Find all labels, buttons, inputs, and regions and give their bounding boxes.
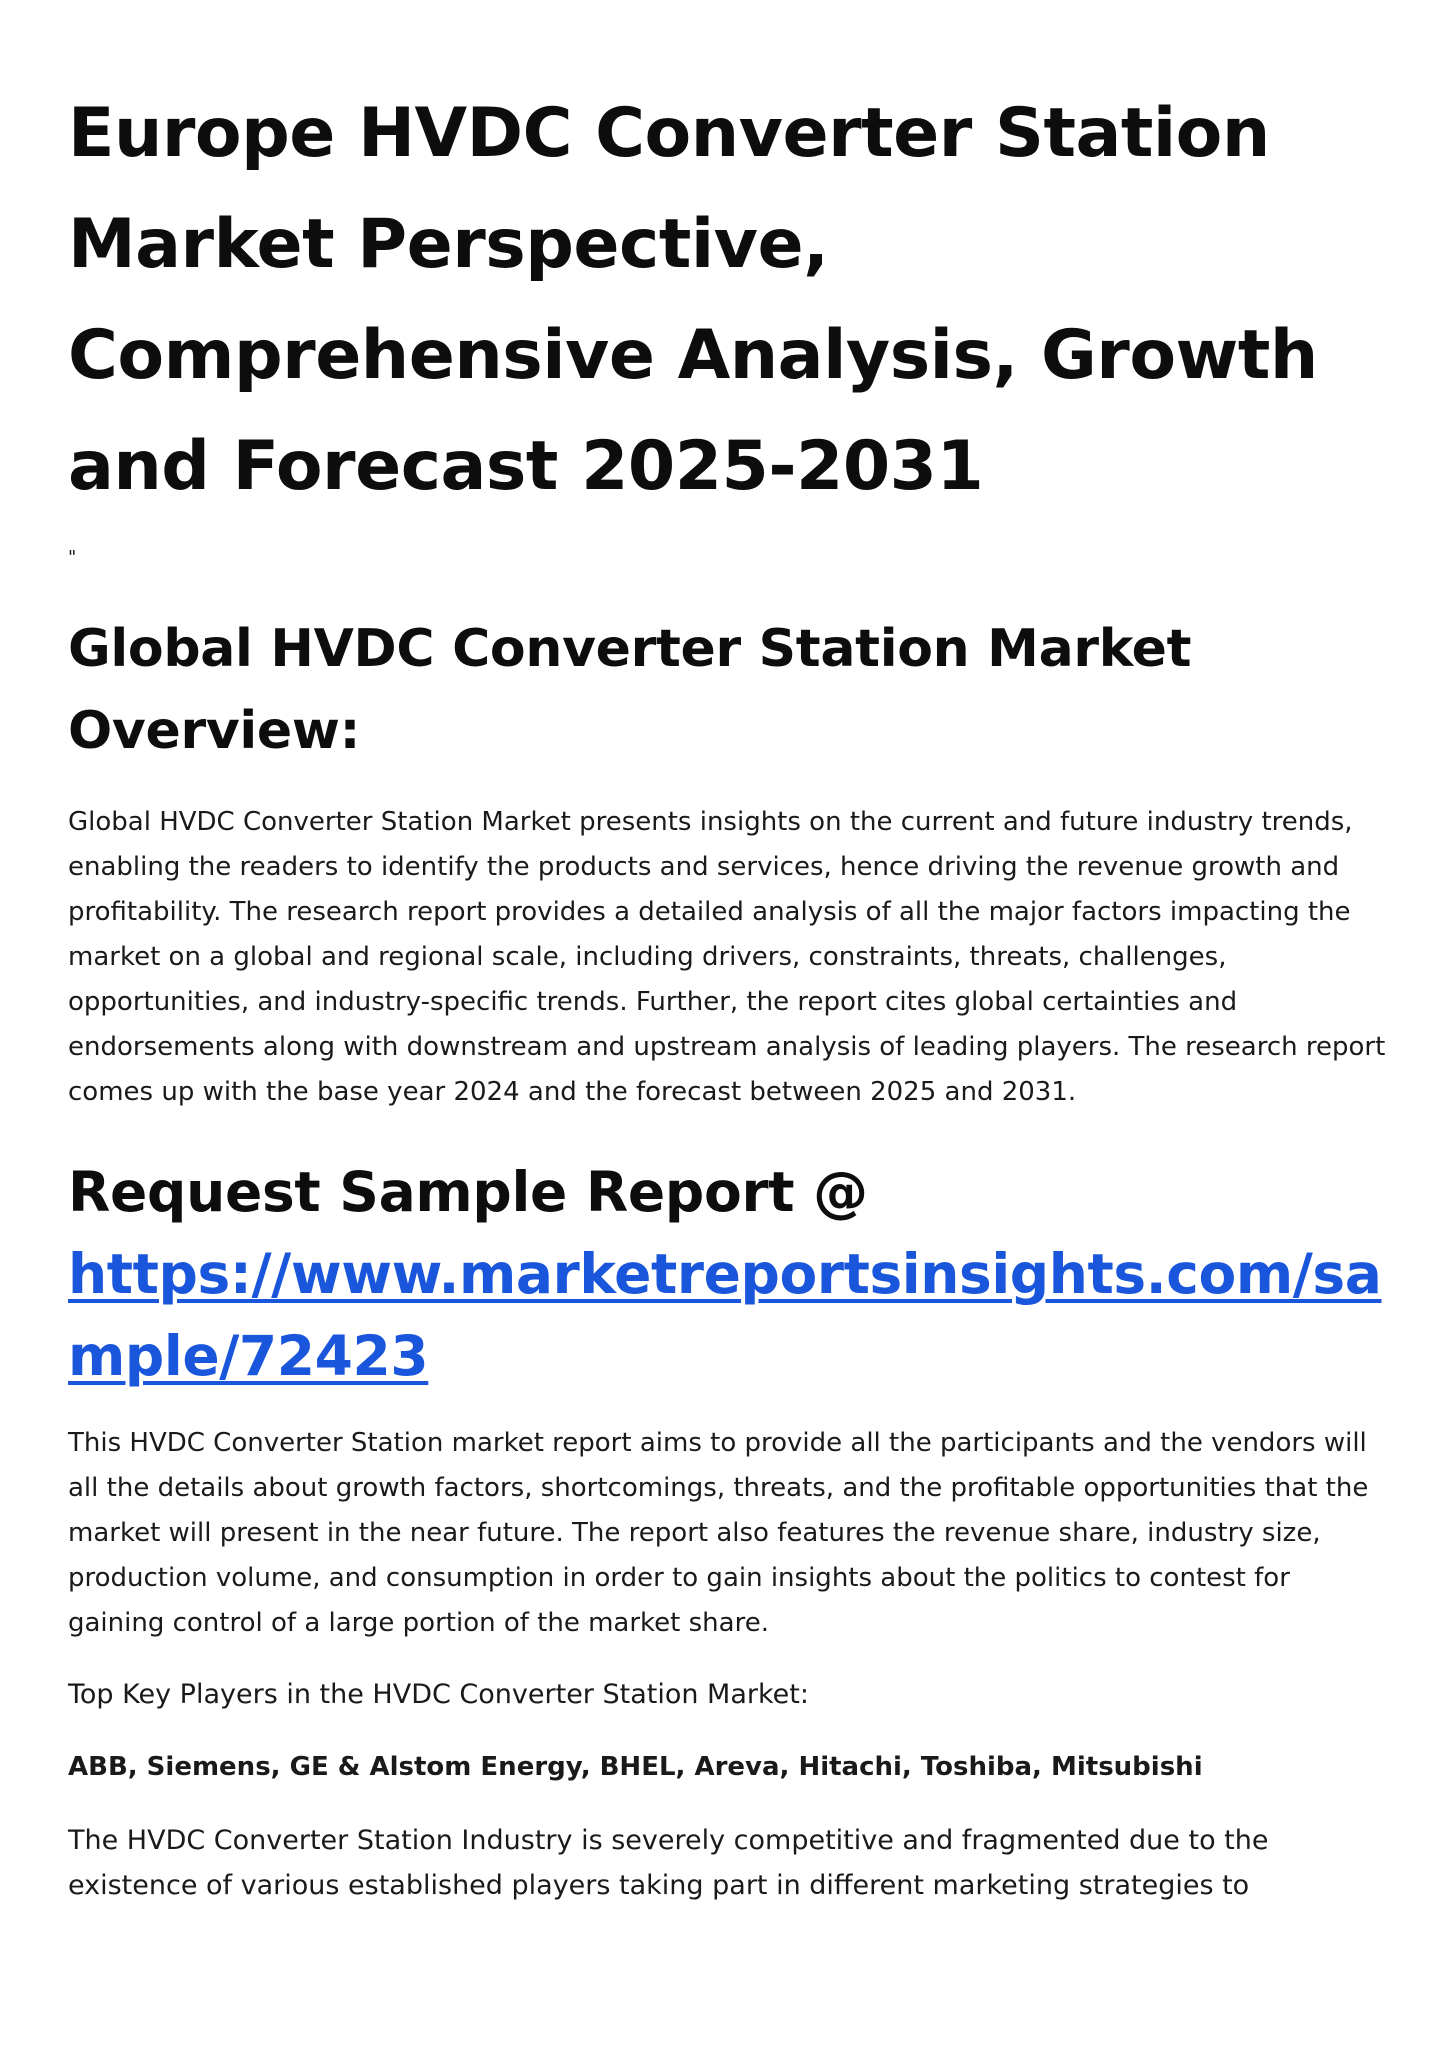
document-page — [68, 78, 1398, 1908]
key-players-list: ABB, Siemens, GE & Alstom Energy, BHEL, Areva, Hitachi, Toshiba, Mitsubishi — [68, 1752, 1203, 1782]
stray-quote-mark: " — [68, 547, 77, 568]
request-sample-heading — [68, 1151, 1398, 1397]
request-sample-link[interactable]: https://www.marketreportsinsights.com/sample/72423 — [68, 1242, 1382, 1388]
industry-paragraph: The HVDC Converter Station Industry is severely competitive and fragmented due to the existence of various established players taking part in different marketing strategies to — [68, 1825, 1269, 1901]
document-title: Europe HVDC Converter Station Market Perspective, Comprehensive Analysis, Growth and Forecast 2025-2031 — [68, 94, 1318, 506]
overview-paragraph: Global HVDC Converter Station Market presents insights on the current and future industry trends, enabling the readers to identify the products and services, hence driving the revenue growth and profitability. The research report provides a detailed analysis of all the major factors impacting the market on a global and regional scale, including drivers, constraints, threats, challenges, opportunities, and industry-specific trends. Further, the report cites global certainties and endorsements along with downstream and upstream analysis of leading players. The research report comes up with the base year 2024 and the forecast between 2025 and 2031. — [68, 807, 1386, 1107]
key-players-label: Top Key Players in the HVDC Converter Station Market: — [68, 1679, 809, 1710]
report-description-paragraph: This HVDC Converter Station market report aims to provide all the participants and the vendors will all the details about growth factors, shortcomings, threats, and the profitable opportunities that the market will present in the near future. The report also features the revenue share, industry size, production volume, and consumption in order to gain insights about the politics to contest for gaining control of a large portion of the market share. — [68, 1428, 1369, 1638]
request-sample-label: Request Sample Report @ — [68, 1160, 868, 1224]
overview-heading: Global HVDC Converter Station Market Overview: — [68, 619, 1192, 761]
